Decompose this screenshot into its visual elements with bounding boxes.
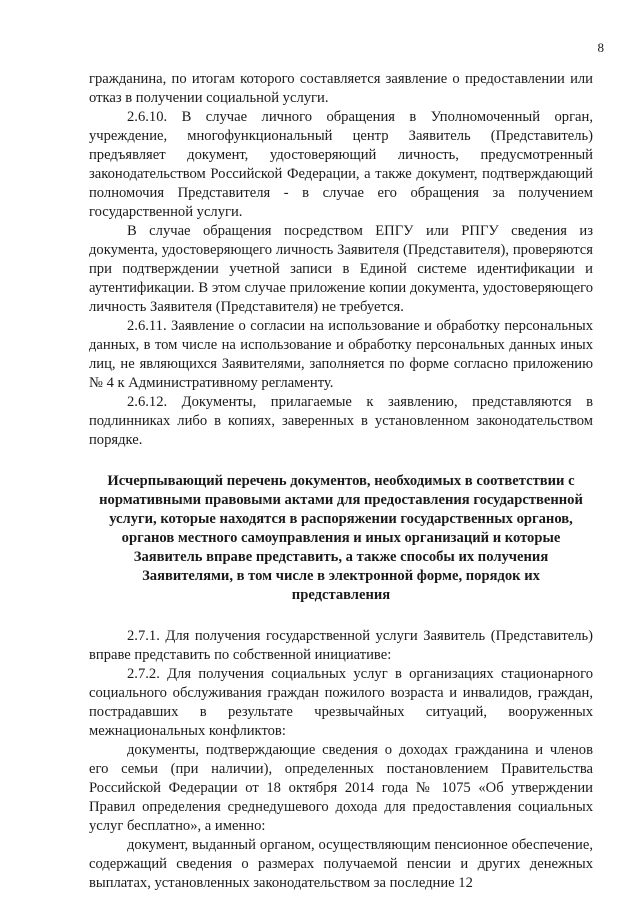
paragraph: 2.7.1. Для получения государственной услуги Заявитель (Представитель) вправе представить по собственной инициативе: (89, 628, 593, 663)
page-body (89, 70, 593, 893)
page-number: 8 (597, 40, 604, 55)
paragraph: 2.6.10. В случае личного обращения в Уполномоченный орган, учреждение, многофункциональный центр Заявитель (Представитель) предъявляет документ, удостоверяющий личность, предусмотренный законодательством Российской Федерации, а также документ, подтверждающий полномочия Представителя - в случае его обращения за получением государственной услуги. (89, 109, 593, 220)
paragraph: В случае обращения посредством ЕПГУ или РПГУ сведения из документа, удостоверяющего личность Заявителя (Представителя), проверяются при подтверждении учетной записи в Единой системе идентификации и аутентификации. В этом случае приложение копии документа, удостоверяющего личность Заявителя (Представителя) не требуется. (89, 223, 593, 315)
paragraph: 2.6.12. Документы, прилагаемые к заявлению, представляются в подлинниках либо в копиях, заверенных в установленном законодательством порядке. (89, 394, 593, 448)
paragraph: документы, подтверждающие сведения о доходах гражданина и членов его семьи (при наличии), определенных постановлением Правительства Российской Федерации от 18 октября 2014 года № 1075 «Об утверждении Правил определения среднедушевого дохода для предоставления социальных услуг бесплатно», а именно: (89, 742, 593, 834)
paragraph: 2.6.11. Заявление о согласии на использование и обработку персональных данных, в том числе на использование и обработку персональных данных иных лиц, не являющихся Заявителями, заполняется по форме согласно приложению № 4 к Административному регламенту. (89, 318, 593, 391)
paragraph: документ, выданный органом, осуществляющим пенсионное обеспечение, содержащий сведения о размерах получаемой пенсии и других денежных выплатах, установленных законодательством за последние 12 (89, 837, 593, 891)
paragraph: 2.7.2. Для получения социальных услуг в организациях стационарного социального обслуживания граждан пожилого возраста и инвалидов, граждан, пострадавших в результате чрезвычайных ситуаций, вооруженных межнациональных конфликтов: (89, 666, 593, 739)
paragraph: гражданина, по итогам которого составляется заявление о предоставлении или отказ в получении социальной услуги. (89, 71, 593, 106)
paragraphs-after-heading (89, 627, 593, 893)
section-heading: Исчерпывающий перечень документов, необходимых в соответствии с нормативными правовыми актами для предоставления государственной услуги, которые находятся в распоряжении государственных органов, органов местного самоуправления и иных организаций и которые Заявитель вправе представить, а также способы их получения Заявителями, в том числе в электронной форме, порядок их представления (99, 473, 583, 603)
paragraphs-before-heading (89, 70, 593, 450)
